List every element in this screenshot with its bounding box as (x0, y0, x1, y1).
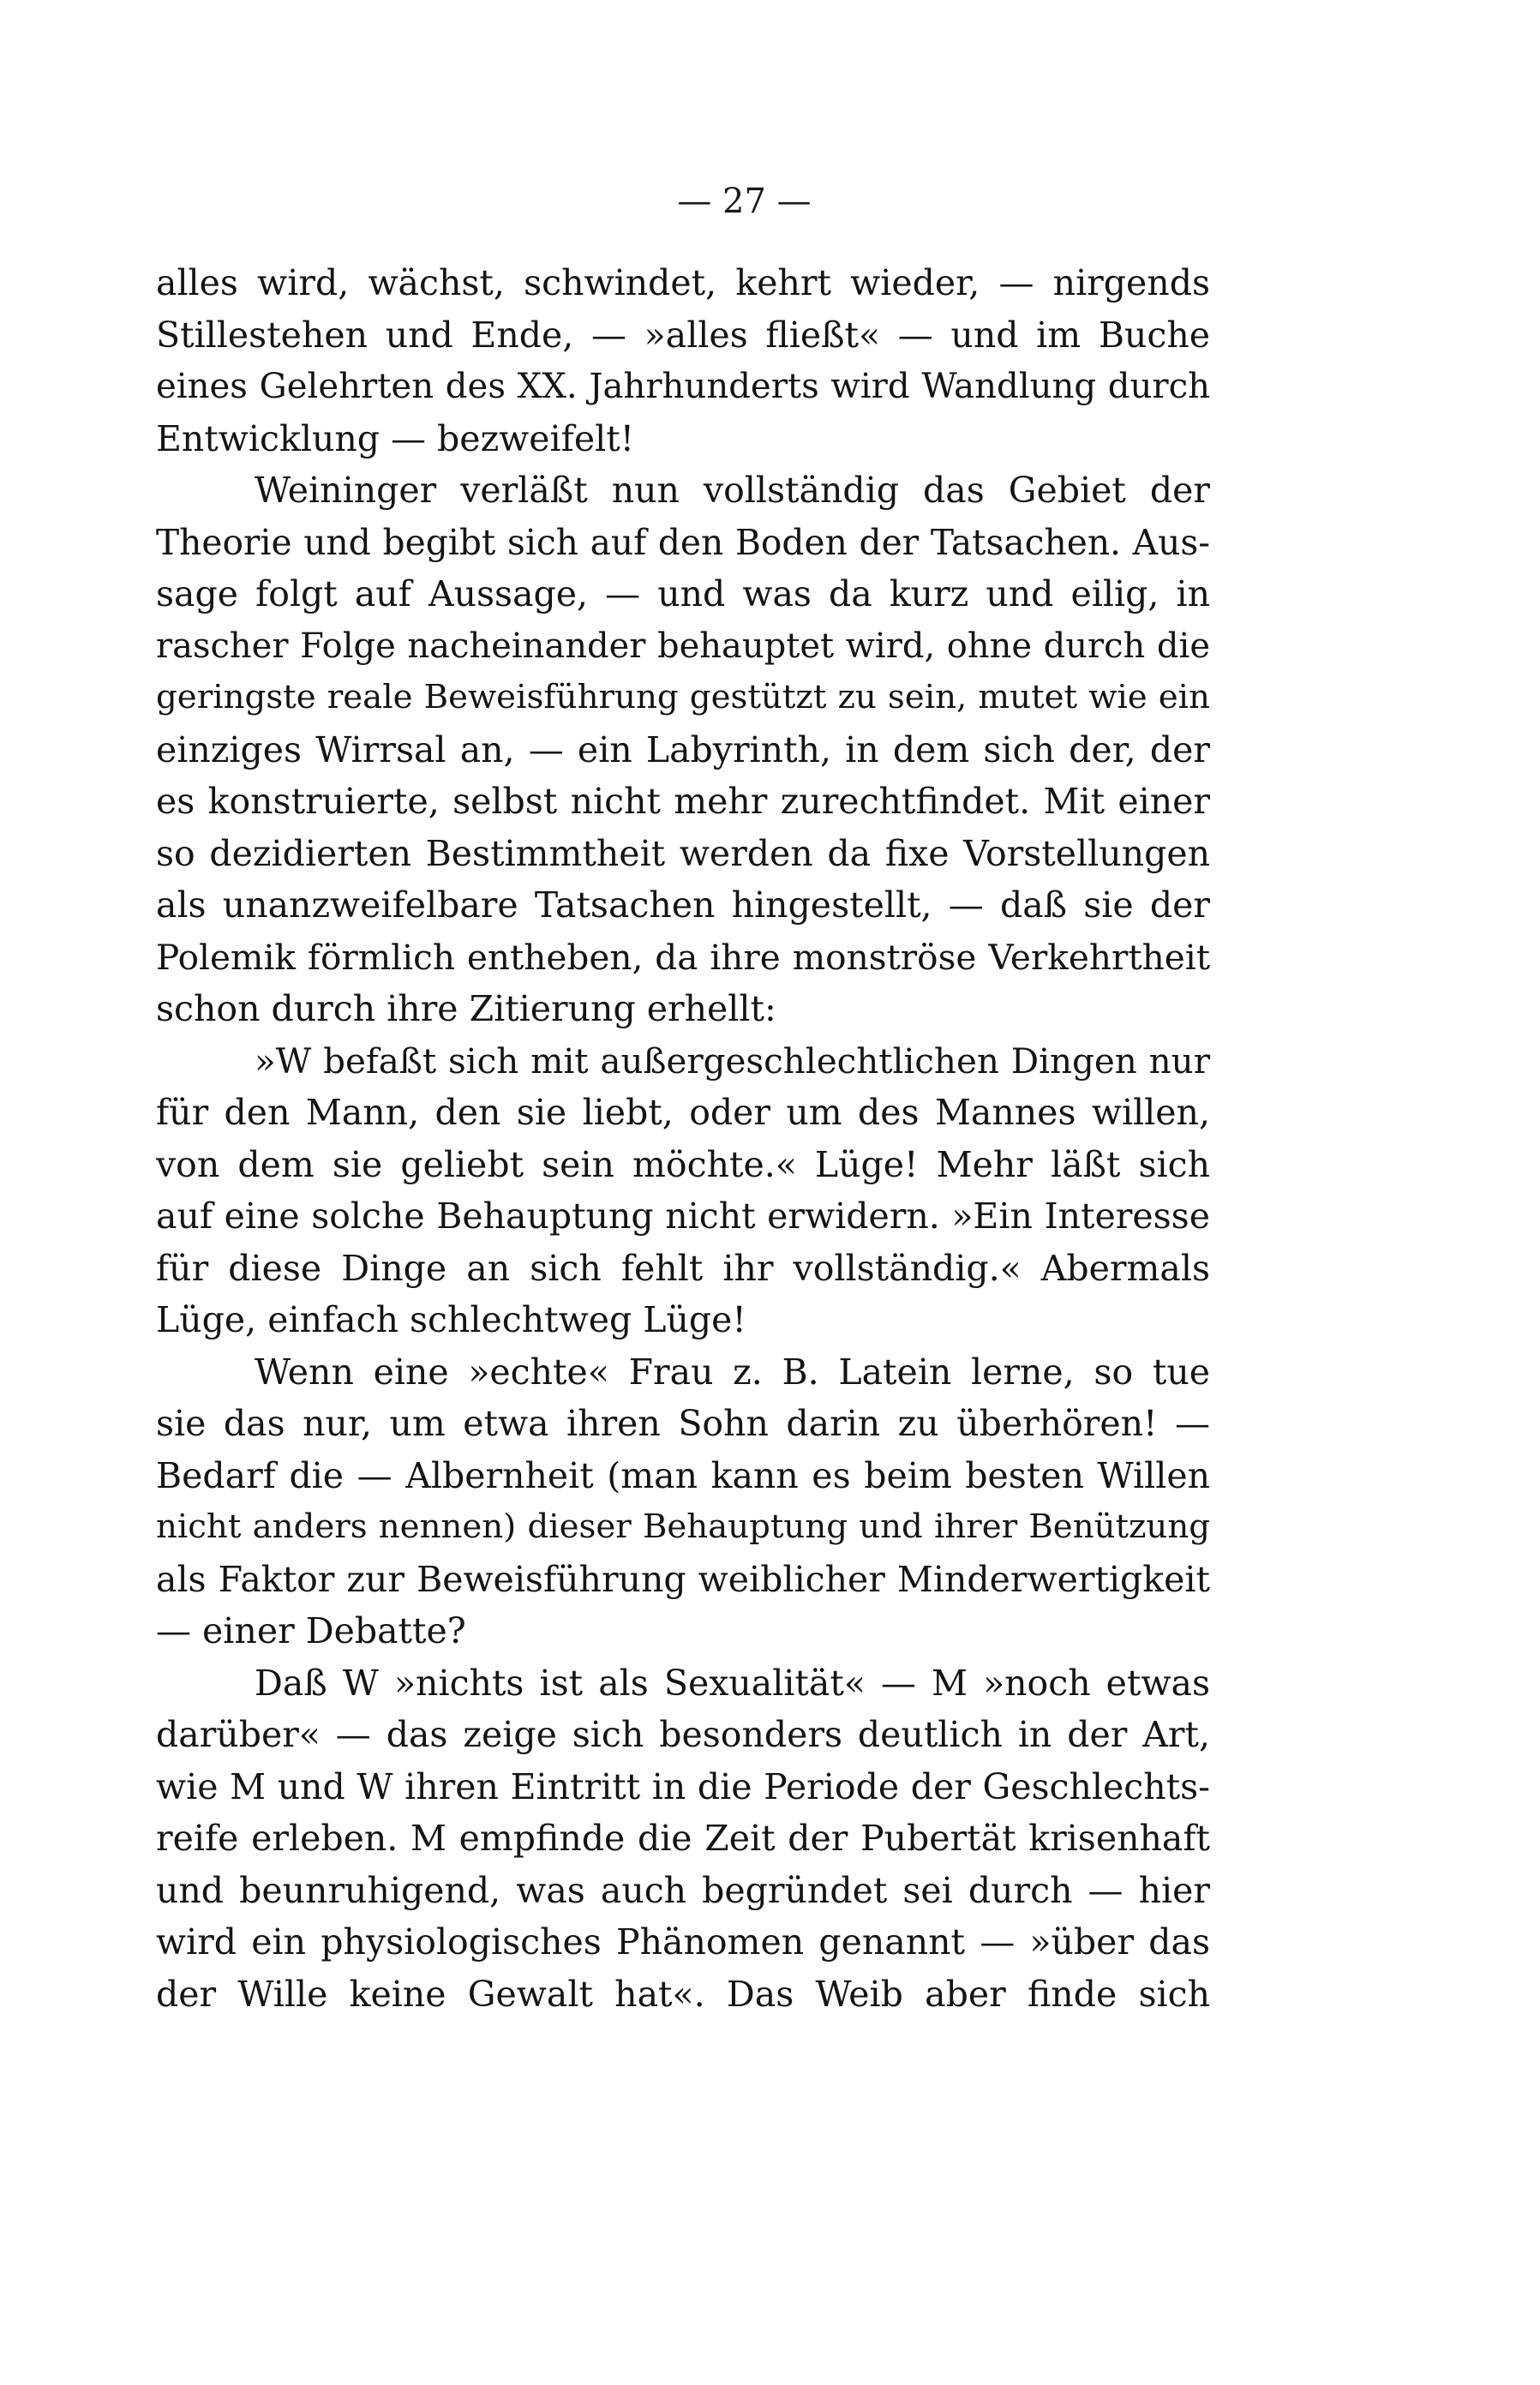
text-line: für den Mann, den sie liebt, oder um des Mannes willen, (156, 1092, 1210, 1133)
text-line: der Wille keine Gewalt hat«. Das Weib aber finde sich (156, 1973, 1210, 2015)
text-line: nicht anders nennen) dieser Behauptung und ihrer Benützung (156, 1507, 1210, 1546)
text-line: Bedarf die — Albernheit (man kann es beim besten Willen (156, 1454, 1210, 1496)
text-line: Stillestehen und Ende, — »alles fließt« — und im Buche (156, 314, 1210, 356)
text-line: »W befaßt sich mit außergeschlechtlichen Dingen nur (255, 1040, 1210, 1082)
text-line: wird ein physiologisches Phänomen genannt — »über das (156, 1921, 1210, 1963)
text-line: so dezidierten Bestimmtheit werden da fixe Vorstellungen (156, 832, 1210, 874)
text-line: auf eine solche Behauptung nicht erwidern. »Ein Interesse (156, 1195, 1210, 1237)
text-line: einziges Wirrsal an, — ein Labyrinth, in dem sich der, der (156, 728, 1210, 770)
text-line: darüber« — das zeige sich besonders deutlich in der Art, (156, 1714, 1210, 1755)
text-line: eines Gelehrten des XX. Jahrhunderts wird Wandlung durch (156, 367, 1210, 406)
text-line: Entwicklung — bezweifelt! (156, 417, 635, 459)
text-line: sie das nur, um etwa ihren Sohn darin zu überhören! — (156, 1403, 1210, 1444)
text-line: alles wird, wächst, schwindet, kehrt wieder, — nirgends (156, 262, 1210, 303)
text-line: von dem sie geliebt sein möchte.« Lüge! Mehr läßt sich (156, 1143, 1210, 1185)
text-line: Lüge, einfach schlechtweg Lüge! (156, 1299, 746, 1340)
text-line: für diese Dinge an sich fehlt ihr vollständig.« Abermals (156, 1247, 1210, 1289)
text-line: reife erleben. M empfinde die Zeit der Pubertät krisenhaft (156, 1818, 1210, 1859)
text-line: als unanzweifelbare Tatsachen hingestellt, — daß sie der (156, 884, 1210, 926)
text-line: Daß W »nichts ist als Sexualität« — M »noch etwas (255, 1662, 1210, 1704)
text-line: rascher Folge nacheinander behauptet wird, ohne durch die (156, 626, 1210, 666)
text-line: wie M und W ihren Eintritt in die Periode der Geschlechts- (156, 1765, 1210, 1807)
text-line: — einer Debatte? (156, 1610, 466, 1651)
body-text (156, 257, 1210, 2020)
text-line: es konstruierte, selbst nicht mehr zurechtfindet. Mit einer (156, 781, 1210, 822)
text-line: als Faktor zur Beweisführung weiblicher Minderwertigkeit (156, 1558, 1210, 1600)
text-line: Theorie und begibt sich auf den Boden der Tatsachen. Aus- (156, 521, 1210, 563)
text-line: geringste reale Beweisführung gestützt zu sein, mutet wie ein (156, 678, 1210, 716)
text-line: Polemik förmlich entheben, da ihre monströse Verkehrtheit (156, 936, 1210, 978)
text-line: Wenn eine »echte« Frau z. B. Latein lerne, so tue (255, 1351, 1210, 1393)
text-line: und beunruhigend, was auch begründet sei durch — hier (156, 1869, 1210, 1911)
text-line: Weininger verläßt nun vollständig das Gebiet der (255, 470, 1210, 511)
text-line: schon durch ihre Zitierung erhellt: (156, 988, 776, 1029)
page-number: — 27 — (677, 182, 812, 221)
text-line: sage folgt auf Aussage, — und was da kurz und eilig, in (156, 573, 1210, 614)
